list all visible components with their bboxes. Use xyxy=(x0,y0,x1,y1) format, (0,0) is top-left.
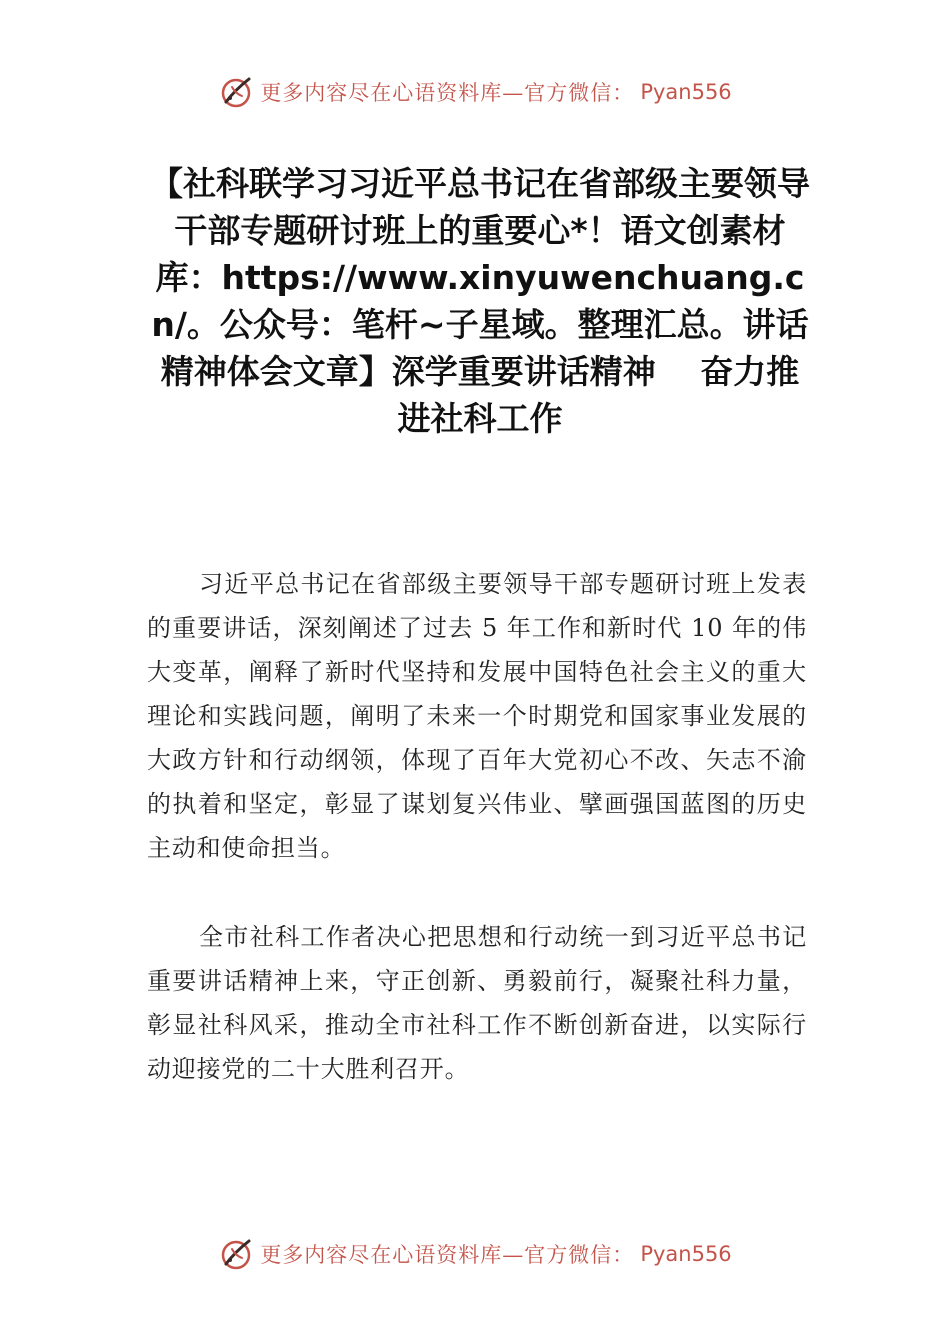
header-banner-id: Pyan556 xyxy=(640,80,732,104)
document-title: 【社科联学习习近平总书记在省部级主要领导干部专题研讨班上的重要心*！语文创素材库：https://www.xinyuwenchuang.cn/。公众号：笔杆~子星域。整理汇总。讲话精神体会文章】深学重要讲话精神 奋力推进社科工作 xyxy=(150,164,810,438)
footer-banner-id: Pyan556 xyxy=(640,1242,732,1266)
paragraph-2: 全市社科工作者决心把思想和行动统一到习近平总书记重要讲话精神上来，守正创新、勇毅前行，凝聚社科力量，彰显社科风采，推动全市社科工作不断创新奋进，以实际行动迎接党的二十大胜利召开。 xyxy=(147,923,807,1083)
brush-logo-icon xyxy=(218,1236,254,1272)
header-banner-text: 更多内容尽在心语资料库—官方微信： xyxy=(260,81,635,105)
header-banner xyxy=(0,70,950,114)
footer-banner xyxy=(0,1232,950,1276)
brush-logo-icon xyxy=(218,74,254,110)
footer-banner-text: 更多内容尽在心语资料库—官方微信： xyxy=(260,1243,635,1267)
paragraph-1: 习近平总书记在省部级主要领导干部专题研讨班上发表的重要讲话，深刻阐述了过去 5 年工作和新时代 10 年的伟大变革，阐释了新时代坚持和发展中国特色社会主义的重大理论和实践问题，阐明了未来一个时期党和国家事业发展的大政方针和行动纲领，体现了百年大党初心不改、矢志不渝的执着和坚定，彰显了谋划复兴伟业、擘画强国蓝图的历史主动和使命担当。 xyxy=(147,570,807,862)
